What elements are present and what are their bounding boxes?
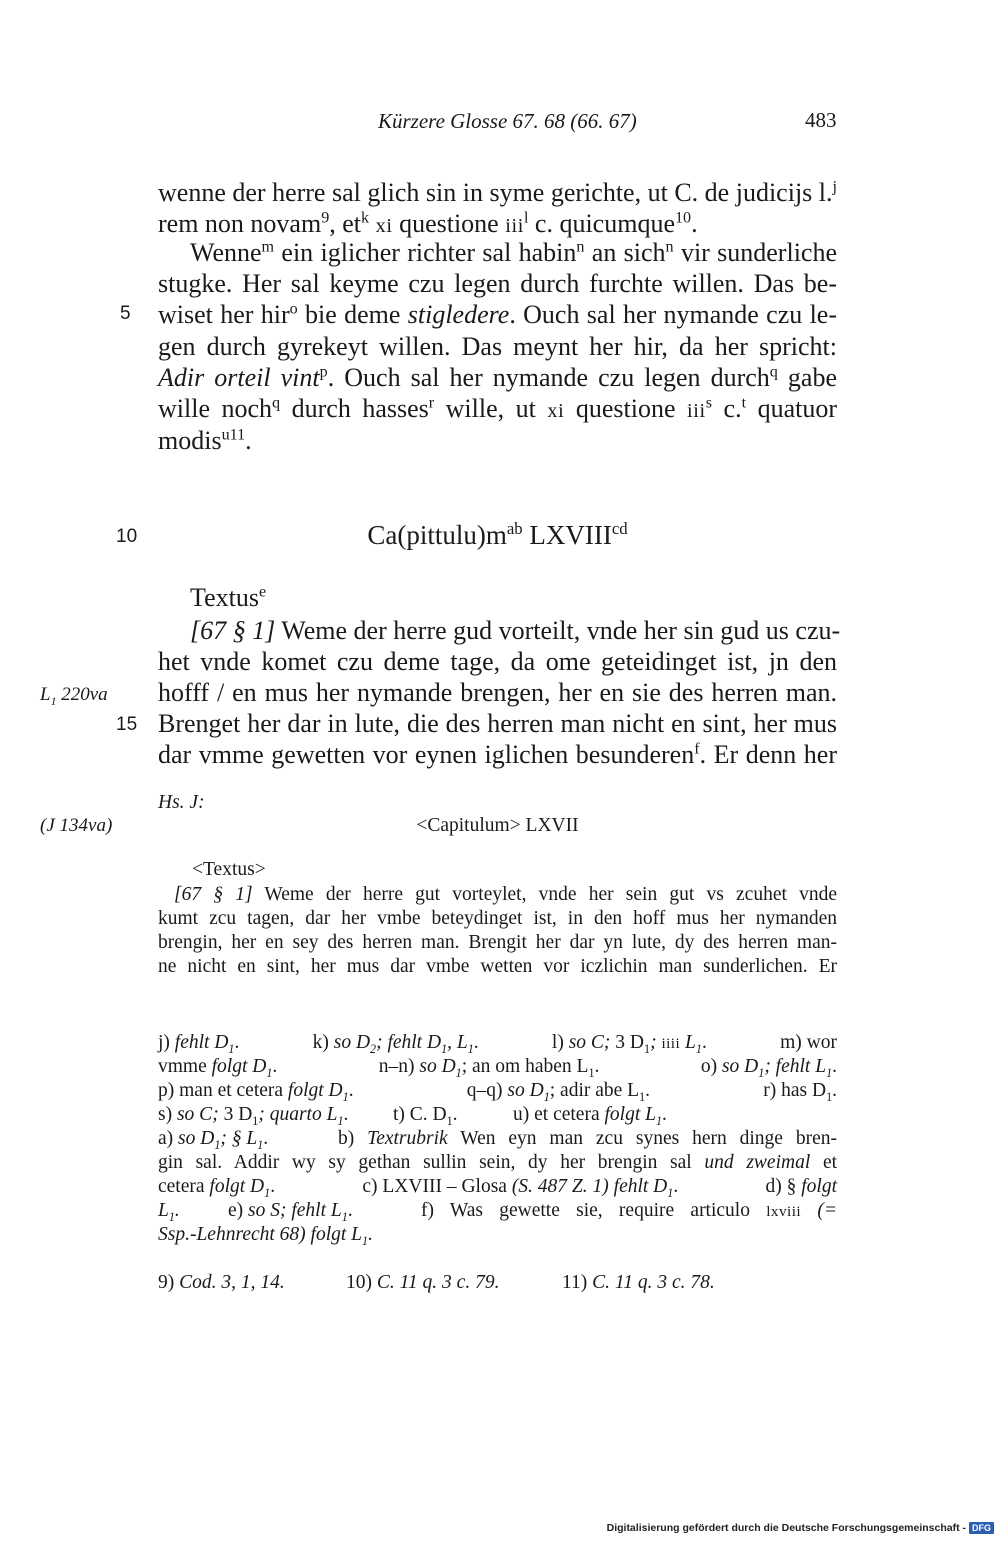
main-line-8: wille noch$^q$ durch hasses$^r$ wille, ut xi questione iii$^s$ c.$^t$ quatuor [158,394,838,423]
line-number-15: 15 [116,714,138,735]
source-ref-9: 9) Cod. 3, 1, 14. [158,1272,285,1293]
dfg-footer: Digitalisierung gefördert durch die Deutsche Forschungsgemeinschaft - DFG [607,1522,994,1534]
apparatus-line-1: j) fehlt $D_1$. k) so $D_2$; fehlt $D_1$, $L_1$. l) so C; 3 $D_1$; iiii $L_1$. m) wor [158,1032,837,1056]
apparatus-line-2: vmme folgt $D_1$. n–n) so $D_1$; an om haben $L_1$. o) so $D_1$; fehlt $L_1$. [158,1056,837,1080]
ms-j-label: Hs. J: [158,792,205,813]
running-title: Kürzere Glosse 67. 68 (66. 67) [378,109,637,133]
text-line-2: het vnde komet czu deme tage, da ome geteidinget ist, jn den [158,647,837,676]
apparatus-line-5: a) so $D_1$; § $L_1$. b) Textrubrik Wen eyn man zcu synes hern dinge bren- [158,1128,837,1152]
dfg-logo-icon: DFG [969,1522,994,1534]
text-line-1: [67 § 1] Weme der herre gud vorteilt, vnde her sin gud us czu- [190,616,841,645]
ms-j-line-1: [67 § 1] Weme der herre gut vorteylet, vnde her sein gut vs zcuhet vnde [174,884,837,905]
ms-j-line-4: ne nicht en sint, her mus dar vmbe wetten vor iczlichin man sunderlichen. Er [158,956,837,977]
main-line-7: Adir orteil vint$^p$. Ouch sal her nymande czu legen durch$^q$ gabe [158,363,837,392]
main-line-6: gen durch gyrekeyt willen. Das meynt her hir, da her spricht: [158,332,837,361]
margin-note-j: (J 134va) [40,815,113,836]
ms-j-line-3: brengin, her en sey des herren man. Brengit her dar yn lute, dy des herren man- [158,932,837,953]
main-line-4: stugke. Her sal keyme czu legen durch furchte willen. Das be- [158,269,837,298]
apparatus-line-6: gin sal. Addir wy sy gethan sullin sein, dy her brengin sal und zweimal et [158,1152,838,1173]
ms-j-line-2: kumt zcu tagen, dar her vmbe beteydinget ist, in den hoff mus her nymanden [158,908,837,929]
textus-heading: Textus$^e$ [190,583,267,612]
text-line-3: hofff / en mus her nymande brengen, her en sie des herren man. [158,678,837,707]
text-line-4: Brenget her dar in lute, die des herren man nicht en sint, her mus [158,709,837,738]
apparatus-line-9: Ssp.-Lehnrecht 68) folgt $L_1$. [158,1224,373,1248]
ms-j-heading: <Capitulum> LXVII [416,815,579,836]
main-line-5: wiset her hir$^o$ bie deme stigledere. Ouch sal her nymande czu le- [158,300,837,329]
main-line-1: wenne der herre sal glich sin in syme gerichte, ut C. de judicijs l.$^j$ [158,178,837,207]
ms-j-textus: <Textus> [192,859,266,880]
margin-note-l1: $L_1$ 220va [40,684,108,708]
main-line-3: Wenne$^m$ ein iglicher richter sal habin$^n$ an sich$^n$ vir sunderliche [190,238,837,267]
line-number-5: 5 [120,303,131,324]
source-ref-10: 10) C. 11 q. 3 c. 79. [346,1272,500,1293]
apparatus-line-3: p) man et cetera folgt $D_1$. q–q) so $D_1$; adir abe $L_1$. r) has $D_1$. [158,1080,837,1104]
page-number: 483 [805,108,837,132]
main-line-9: modis$^{u11}$. [158,426,252,455]
apparatus-line-7: cetera folgt $D_1$. c) LXVIII – Glosa (S. 487 Z. 1) fehlt $D_1$. d) § folgt [158,1176,837,1200]
main-line-2: rem non novam$^9$, $et^k$ xi questione iii$^l$ c. quicumque$^{10}$. [158,209,698,238]
text-line-5: dar vmme gewetten vor eynen iglichen besunderen$^f$. Er denn her [158,740,837,769]
apparatus-line-4: s) so C; 3 $D_1$; quarto $L_1$. t) C. $D_1$. u) et cetera folgt $L_1$. [158,1104,667,1128]
chapter-heading: $Ca(pittulu)m^{ab}$ $LXVIII^{cd}$ [367,518,628,550]
apparatus-line-8: $L_1$. e) so S; fehlt $L_1$. f) Was gewette sie, require articulo lxviii (= [158,1200,837,1224]
source-ref-11: 11) C. 11 q. 3 c. 78. [562,1272,715,1293]
line-number-10: 10 [116,526,138,547]
